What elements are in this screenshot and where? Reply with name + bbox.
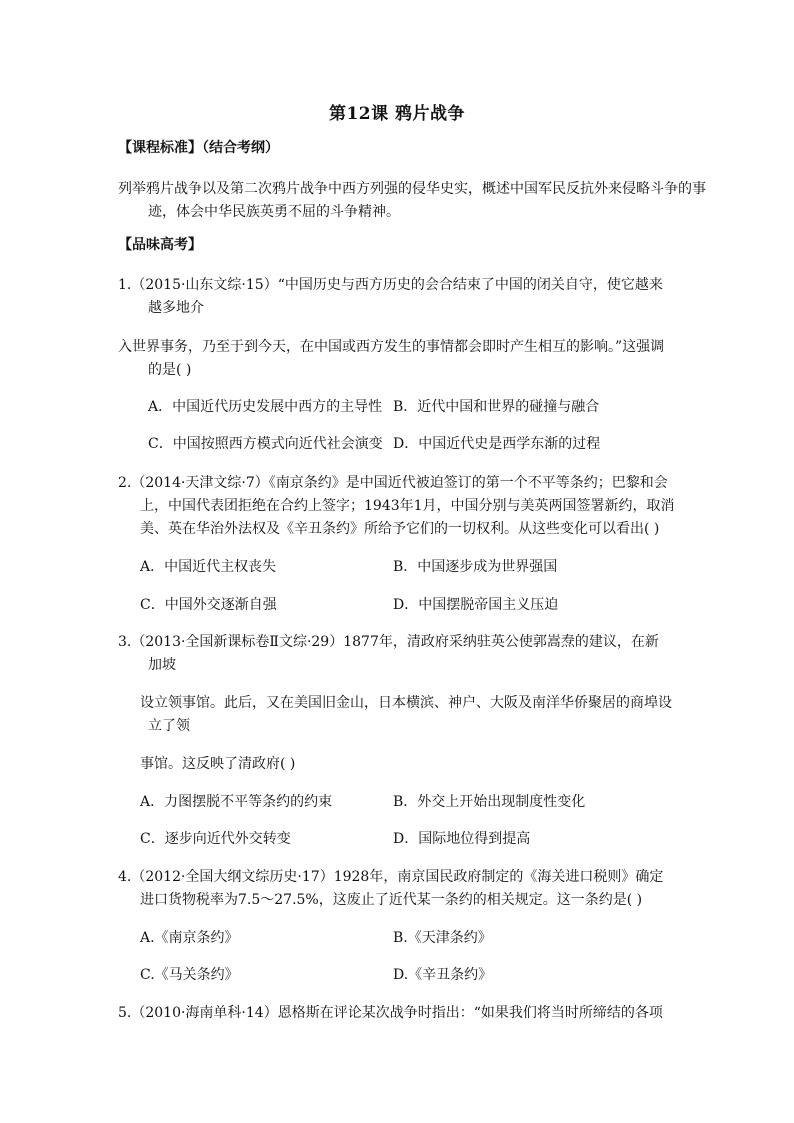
option-c: C.《马关条约》 bbox=[140, 967, 239, 983]
option-c: C．逐步向近代外交转变 bbox=[140, 831, 291, 847]
option-a: A．中国近代历史发展中西方的主导性 bbox=[148, 399, 383, 415]
option-a: A．力图摆脱不平等条约的约束 bbox=[140, 794, 333, 810]
option-a: A.《南京条约》 bbox=[140, 930, 239, 946]
option-b: B．近代中国和世界的碰撞与融合 bbox=[393, 399, 600, 415]
question-stem-line: 3.（2013·全国新课标卷Ⅱ文综·29）1877年，清政府采纳驻英公使郭嵩焘的建议，在新 bbox=[118, 634, 659, 650]
question-stem-line: 越多地介 bbox=[148, 300, 204, 316]
option-c: C．中国按照西方模式向近代社会演变 bbox=[148, 436, 383, 452]
question-stem-line: 1.（2015·山东文综·15）“中国历史与西方历史的会合结束了中国的闭关自守，使它越来 bbox=[118, 277, 663, 293]
section-heading-standard: 【课程标准】（结合考纲） bbox=[118, 140, 279, 156]
question-stem-line: 2.（2014·天津文综·7）《南京条约》是中国近代被迫签订的第一个不平等条约；巴黎和会 bbox=[118, 475, 668, 491]
option-d: D．国际地位得到提高 bbox=[393, 831, 531, 847]
option-d: D．中国近代史是西学东渐的过程 bbox=[393, 436, 601, 452]
question-stem-line: 事馆。这反映了清政府( ) bbox=[140, 756, 296, 772]
option-a: A．中国近代主权丧失 bbox=[140, 559, 277, 575]
question-stem-line: 加坡 bbox=[148, 657, 176, 673]
question-stem-line: 美、英在华治外法权及《辛丑条约》所给予它们的一切权利。从这些变化可以看出( ) bbox=[140, 521, 660, 537]
option-b: B．中国逐步成为世界强国 bbox=[393, 559, 558, 575]
page-title: 第12课 鸦片战争 bbox=[328, 104, 466, 124]
question-stem-line: 入世界事务，乃至于到今天，在中国或西方发生的事情都会即时产生相互的影响。”这强调 bbox=[118, 339, 665, 355]
option-d: D.《辛丑条约》 bbox=[393, 967, 493, 983]
option-b: B．外交上开始出现制度性变化 bbox=[393, 794, 586, 810]
question-stem-line: 4.（2012·全国大纲文综历史·17）1928年，南京国民政府制定的《海关进口税则》确定 bbox=[118, 869, 664, 885]
question-stem-line: 上，中国代表团拒绝在合约上签字；1943年1月，中国分别与美英两国签署新约，取消 bbox=[140, 498, 675, 514]
question-stem-line: 的是( ) bbox=[148, 362, 192, 378]
option-d: D．中国摆脱帝国主义压迫 bbox=[393, 597, 559, 613]
section-heading-exam: 【品味高考】 bbox=[118, 237, 202, 253]
question-stem-line: 设立领事馆。此后，又在美国旧金山，日本横滨、神户、大阪及南洋华侨聚居的商埠设 bbox=[140, 695, 672, 711]
question-stem-line: 立了领 bbox=[148, 718, 190, 734]
option-b: B.《天津条约》 bbox=[393, 930, 492, 946]
question-stem-line: 进口货物税率为7.5～27.5%，这废止了近代某一条约的相关规定。这一条约是( ) bbox=[140, 892, 643, 908]
standard-text-line: 列举鸦片战争以及第二次鸦片战争中西方列强的侵华史实，概述中国军民反抗外来侵略斗争的事 bbox=[118, 181, 706, 197]
standard-text-line: 迹，体会中华民族英勇不屈的斗争精神。 bbox=[148, 204, 400, 220]
question-stem-line: 5.（2010·海南单科·14）恩格斯在评论某次战争时指出：“如果我们将当时所缔结的各项 bbox=[118, 1005, 663, 1021]
option-c: C．中国外交逐渐自强 bbox=[140, 597, 277, 613]
